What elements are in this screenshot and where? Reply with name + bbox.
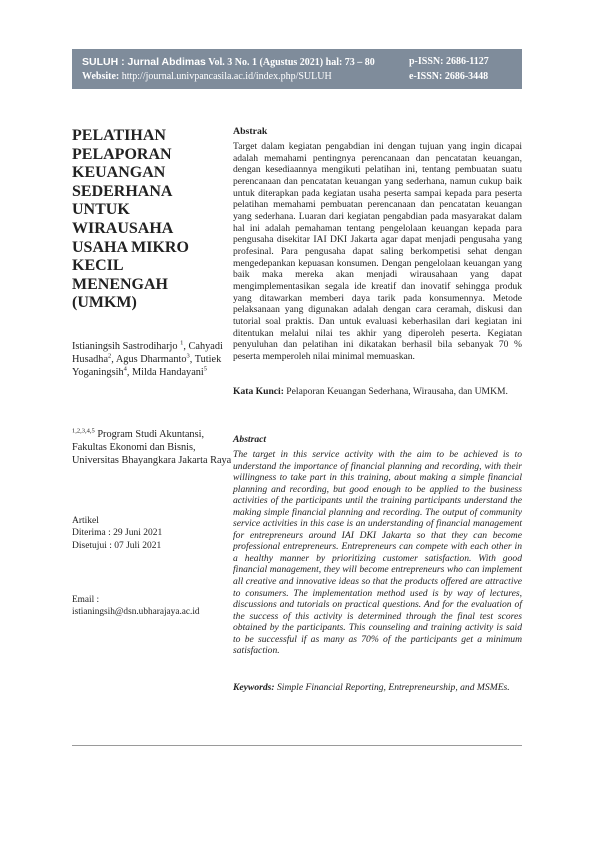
email-address[interactable]: istianingsih@dsn.ubharajaya.ac.id — [72, 607, 200, 618]
author-2: Cahyadi Husadha — [72, 341, 223, 366]
author-4: Yoganingsih — [72, 367, 124, 379]
journal-name: SULUH : Jurnal Abdimas — [82, 56, 206, 68]
affiliation-text: Program Studi Akuntansi, Fakultas Ekonomi dan Bisnis, Universitas Bhayangkara Jakarta Raya — [72, 429, 232, 467]
p-issn: p-ISSN: 2686-1127 — [409, 56, 489, 67]
website-link[interactable]: http://journal.univpancasila.ac.id/index.php/SULUH — [121, 71, 332, 82]
header-row-1 — [82, 55, 512, 69]
affiliation-sup: 1,2,3,4,5 — [72, 427, 95, 435]
abstrak-heading: Abstrak — [233, 126, 268, 137]
header-row-2 — [82, 70, 512, 84]
author-1: Istianingsih Sastrodiharjo — [72, 341, 181, 352]
author-2-sup: 2 — [108, 352, 112, 360]
kata-kunci-text: Pelaporan Keuangan Sederhana, Wirausaha, dan UMKM. — [283, 386, 508, 397]
author-4-tail: , Milda Handayani — [126, 367, 204, 379]
accepted-date: Disetujui : 07 Juli 2021 — [72, 540, 162, 551]
author-3: Dharmanto — [140, 354, 187, 366]
author-1-sup: 1 — [180, 339, 184, 347]
article-heading: Artikel — [72, 516, 99, 526]
affiliation — [72, 428, 232, 468]
footer-divider — [72, 745, 522, 746]
author-list: Istianingsih Sastrodiharjo $^1$, Cahyadi Husadha$^2$, Agus Dharmanto$^3$, Tutiek Yoganingsih$^4$, Milda Handayani$^5$ — [72, 339, 223, 379]
journal-citation — [82, 55, 375, 70]
author-3-tail: , Tutiek — [189, 354, 222, 366]
website-label: Website: — [82, 71, 120, 82]
kata-kunci-label: Kata Kunci: — [233, 386, 284, 397]
abstract-body: The target in this service activity with the aim to be achieved is to understand the importance of financial planning and recording, with their willingness to take part in this training, about making a simple financial planning and recording, but good enough to be applied to the business activities of the participants until the training participants understand the making simple financial planning and recording. The output of community service activities in this case is an understanding of financial management for entrepreneurs around IAI DKI Jakarta so that they can become professional entrepreneurs. Entrepreneurs can compete with each other in a healthy manner by prioritizing customer satisfaction. With good financial management, they will become entrepreneurs who can implement all creative and innovative ideas so that the products offered are attractive to consumers. The implementation method used is by way of lectures, discussions and tutorials on practical questions. And for the evaluation of the success of this activity is determined through the final test scores obtained by the participants. This counseling and training activity is said to be successful if as many as 70% of the participants get a minimum satisfaction. — [233, 449, 522, 657]
website-line — [82, 70, 332, 84]
author-4-sup: 4 — [123, 365, 127, 373]
author-5-sup: 5 — [203, 365, 208, 373]
author-2-tail: , Agus — [111, 354, 138, 366]
kata-kunci — [233, 386, 522, 398]
email-label: Email : — [72, 595, 100, 605]
contact-info — [72, 594, 232, 619]
e-issn: e-ISSN: 2686-3448 — [409, 71, 489, 82]
paper-title: PELATIHAN PELAPORAN KEUANGAN SEDERHANA UNTUK WIRAUSAHA USAHA MIKRO KECIL MENENGAH (UMKM) — [72, 127, 189, 312]
keywords-label: Keywords: — [233, 682, 275, 693]
keywords-text: Simple Financial Reporting, Entrepreneurship, and MSMEs. — [274, 682, 510, 693]
keywords — [233, 682, 522, 694]
author-3-sup: 3 — [186, 352, 190, 360]
journal-header-banner — [72, 49, 522, 89]
article-info — [72, 515, 232, 552]
received-date: Diterima : 29 Juni 2021 — [72, 528, 163, 539]
journal-volume: Vol. 3 No. 1 (Agustus 2021) hal: 73 – 80 — [208, 57, 375, 68]
abstract-heading: Abstract — [233, 434, 267, 445]
abstrak-body: Target dalam kegiatan pengabdian ini dengan tujuan yang ingin dicapai adalah memahami pentingnya perencanaan dan pencatatan keuangan, dengan kesediaannya mengikuti pelatihan ini, tentang pembuatan suatu perencanaan dan pencatatan keuangan yang sederhana, namun cukup baik untuk diterapkan pada kegiatan usaha peserta sampai kepada para peserta pelatihan memahami pembuatan perencanaan dan pencatatan keuangan yang sederhana. Luaran dari kegiatan pengabdian pada masyarakat dalam hal ini adalah pemahaman tentang pengelolaan keuangan kepada para pengusaha disekitar IAI DKI Jakarta agar dapat menjadi pengusaha yang profesinal. Para pengusaha dapat saling berkompetisi sehat dengan mengedepankan kepuasan konsumen. Dengan pengelolaan keuangan yang baik maka mereka akan menjadi wirausahaan yang dapat mengimplementasikan segala ide kreatif dan inovatif sehingga produk yang ditawarkan memberi daya tarik pada konsumennya. Metode pelaksanaan yang digunakan adalah dengan cara ceramah, diskusi dan tutorial soal praktis. Dan untuk evaluasi keberhasilan dari kegiatan ini ditentukan melalui nilai tes akhir yang diperoleh peserta. Kegiatan penyuluhan dan pelatihan ini dikatakan berhasil bila sebanyak 70 % peserta memperoleh nilai minimal memuaskan. — [233, 141, 522, 362]
